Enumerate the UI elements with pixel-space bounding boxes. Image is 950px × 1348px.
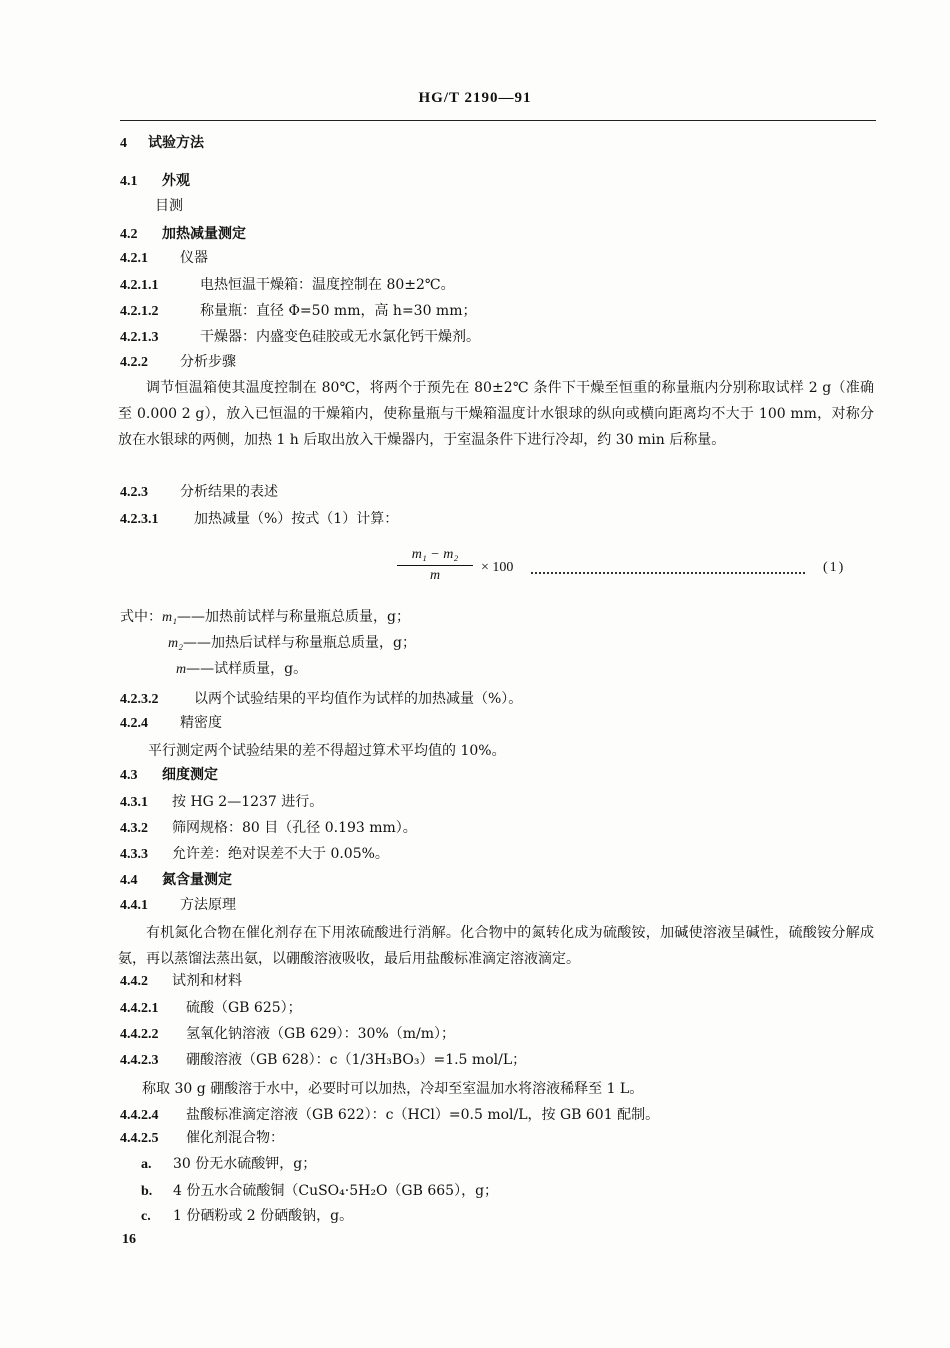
standard-code-header: HG/T 2190—91 [418,90,532,106]
section-4-4-2-3: 4.4.2.3 硼酸溶液（GB 628）：c（1/3H₃BO₃）=1.5 mol/L； [120,1052,527,1068]
section-4-2-1-1: 4.2.1.1 电热恒温干燥箱：温度控制在 80±2℃。 [120,277,455,293]
section-4-4-1-paragraph: 有机氮化合物在催化剂存在下用浓硫酸进行消解。化合物中的氮转化成为硫酸铵，加碱使溶液呈碱性，硫酸铵分解成氨，再以蒸馏法蒸出氨，以硼酸溶液吸收，最后用盐酸标准滴定溶液滴定。 [118,925,874,967]
formula-1 [395,545,875,589]
list-item: a. 30 份无水硫酸钾，g； [141,1156,317,1172]
header-rule [120,120,876,121]
where-line-m1: 式中：m₁——加热前试样与称量瓶总质量，g； [120,609,410,625]
section-4-2-2-heading: 4.2.2 分析步骤 [120,354,236,370]
formula-fraction [395,545,475,586]
section-4-4-2-2: 4.4.2.2 氢氧化钠溶液（GB 629）：30%（m/m）； [120,1026,456,1042]
section-4-2-4-text: 平行测定两个试验结果的差不得超过算术平均值的 10%。 [148,743,506,759]
page-number: 16 [122,1232,136,1247]
section-4-3-3: 4.3.3 允许差：绝对误差不大于 0.05%。 [120,846,389,862]
section-4-2-heading: 4.2 加热减量测定 [120,226,246,242]
section-4-1-heading: 4.1 外观 [120,173,190,189]
section-4-4-heading: 4.4 氮含量测定 [120,872,232,888]
section-4-4-2-4: 4.4.2.4 盐酸标准滴定溶液（GB 622）：c（HCl）=0.5 mol/L，按 GB 601 配制。 [120,1107,660,1123]
section-4-2-2-paragraph: 调节恒温箱使其温度控制在 80℃，将两个于预先在 80±2℃ 条件下干燥至恒重的称量瓶内分别称取试样 2 g（准确至 0.000 2 g），放入已恒温的干燥箱内，使称量瓶与干燥箱温度计水银球的纵向或横向距离均不大于 100 mm，对称分放在水银球的两侧，加热 1 h 后取出放入干燥器内，于室温条件下进行冷却，约 30 min 后称量。 [118,380,874,448]
section-4-1-text: 目测 [155,198,183,214]
section-4-4-1-heading: 4.4.1 方法原理 [120,897,236,913]
where-line-m: m——试样质量，g。 [176,661,308,677]
section-4-3-1: 4.3.1 按 HG 2—1237 进行。 [120,794,324,810]
section-4-2-4-heading: 4.2.4 精密度 [120,715,222,731]
list-item: b. 4 份五水合硫酸铜（CuSO₄·5H₂O（GB 665），g； [141,1183,499,1199]
formula-numerator: m₁ − m₂ [411,547,459,562]
formula-leader-dots [531,572,805,574]
section-4-2-1-heading: 4.2.1 仪器 [120,250,208,266]
section-4-4-2-3-note: 称取 30 g 硼酸溶于水中，必要时可以加热，冷却至室温加水将溶液稀释至 1 L。 [142,1081,644,1097]
section-4-2-3-2: 4.2.3.2 以两个试验结果的平均值作为试样的加热减量（%）。 [120,691,523,707]
section-4-4-2-5: 4.4.2.5 催化剂混合物： [120,1130,284,1146]
section-4-2-3-heading: 4.2.3 分析结果的表述 [120,484,278,500]
list-item: c. 1 份硒粉或 2 份硒酸钠，g。 [141,1208,354,1224]
section-4-3-2: 4.3.2 筛网规格：80 目（孔径 0.193 mm）。 [120,820,417,836]
section-4-2-1-3: 4.2.1.3 干燥器：内盛变色硅胶或无水氯化钙干燥剂。 [120,329,480,345]
section-4-2-3-1: 4.2.3.1 加热减量（%）按式（1）计算： [120,511,399,527]
section-4-4-2-1: 4.4.2.1 硫酸（GB 625）； [120,1000,302,1016]
formula-equation-number: (1) [823,560,846,575]
formula-denominator: m [429,568,441,583]
section-4-3-heading: 4.3 细度测定 [120,767,218,783]
where-line-m2: m₂——加热后试样与称量瓶总质量，g； [168,635,416,651]
section-4-2-1-2: 4.2.1.2 称量瓶：直径 Φ=50 mm，高 h=30 mm； [120,303,477,319]
section-4-heading: 4 试验方法 [120,135,204,151]
section-4-4-2-heading: 4.4.2 试剂和材料 [120,973,242,989]
formula-multiplier: × 100 [481,560,514,575]
